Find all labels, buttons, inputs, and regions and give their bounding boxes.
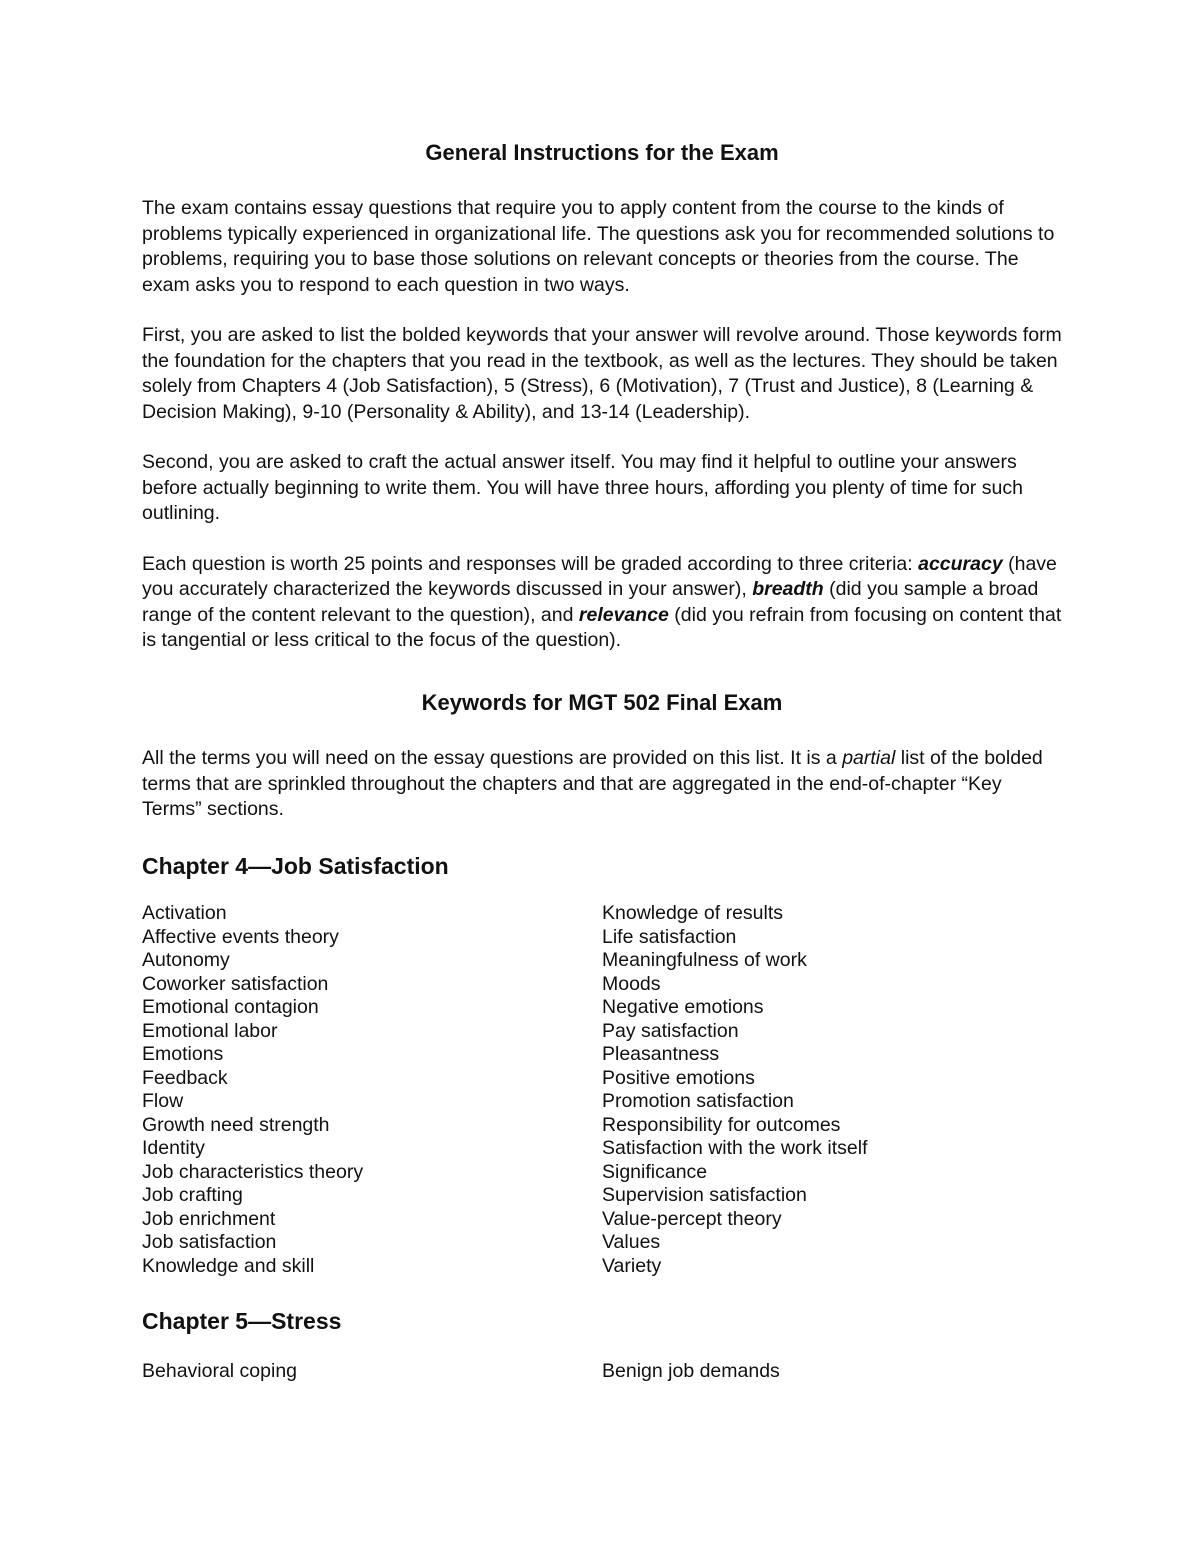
term: Feedback: [142, 1066, 228, 1089]
chapter-4-right-column: [602, 902, 1062, 1278]
term: Affective events theory: [142, 925, 339, 948]
general-instructions-heading: General Instructions for the Exam: [425, 140, 779, 165]
term: Job enrichment: [142, 1207, 276, 1230]
chapter-5-right-column: [602, 1360, 1062, 1384]
chapter-4-heading: Chapter 4—Job Satisfaction: [142, 852, 449, 879]
term: Activation: [142, 902, 227, 925]
term: Pleasantness: [602, 1043, 720, 1066]
criterion-breadth-desc: (did you sample a broad range of the content relevant to the question), and: [142, 578, 1039, 626]
chapter-4-left-column: [142, 902, 602, 1278]
criterion-relevance-desc: (did you refrain from focusing on content that is tangential or less critical to the focus of the question).: [142, 603, 1062, 652]
term: Moods: [602, 972, 661, 995]
instructions-paragraph-1: The exam contains essay questions that require you to apply content from the course to the kinds of problems typically experienced in organizational life. The questions ask you for recommended solutions to problems, requiring you to base those solutions on relevant concepts or theories from the course. The exam asks you to respond to each question in two ways.: [142, 197, 1055, 296]
term: Emotional labor: [142, 1019, 278, 1042]
term: Knowledge and skill: [142, 1254, 315, 1277]
criterion-breadth: breadth: [752, 578, 824, 601]
chapter-5-left-column: [142, 1360, 602, 1384]
term: Pay satisfaction: [602, 1019, 739, 1042]
term: Significance: [602, 1160, 708, 1183]
criterion-relevance: relevance: [578, 603, 669, 626]
keywords-intro-a: All the terms you will need on the essay questions are provided on this list. It is a: [142, 747, 843, 770]
keywords-heading: Keywords for MGT 502 Final Exam: [421, 689, 783, 715]
keywords-intro-partial: partial: [842, 747, 896, 770]
term: Identity: [142, 1137, 205, 1160]
term: Job characteristics theory: [142, 1160, 364, 1183]
term: Positive emotions: [602, 1066, 755, 1089]
criteria-intro: Each question is worth 25 points and responses will be graded according to three criteria:: [142, 552, 919, 575]
term: Meaningfulness of work: [602, 949, 807, 972]
term: Behavioral coping: [142, 1359, 298, 1382]
term: Knowledge of results: [602, 902, 784, 925]
term: Responsibility for outcomes: [602, 1113, 841, 1136]
term: Growth need strength: [142, 1113, 330, 1136]
term: Job crafting: [142, 1184, 243, 1207]
chapter-4-terms: [142, 902, 1062, 1278]
term: Variety: [602, 1254, 662, 1277]
chapter-5-terms: [142, 1360, 1062, 1384]
term: Values: [602, 1231, 661, 1254]
chapter-5-heading: Chapter 5—Stress: [142, 1308, 342, 1335]
term: Flow: [142, 1090, 184, 1113]
keywords-intro: [142, 746, 1062, 823]
instructions-paragraph-4: [142, 552, 1062, 654]
term: Job satisfaction: [142, 1231, 277, 1254]
term: Satisfaction with the work itself: [602, 1137, 868, 1160]
term: Emotional contagion: [142, 996, 319, 1019]
keywords-intro-b: list of the bolded terms that are sprinkled throughout the chapters and that are aggregated in the end-of-chapter “Key Terms” sections.: [142, 747, 1043, 821]
instructions-paragraph-2: First, you are asked to list the bolded keywords that your answer will revolve around. Those keywords form the foundation for the chapters that you read in the textbook, as well as the lectures. They should be taken solely from Chapters 4 (Job Satisfaction), 5 (Stress), 6 (Motivation), 7 (Trust and Justice), 8 (Learning & Decision Making), 9-10 (Personality & Ability), and 13-14 (Leadership).: [142, 324, 1062, 423]
term: Supervision satisfaction: [602, 1184, 807, 1207]
term: Promotion satisfaction: [602, 1090, 794, 1113]
term: Benign job demands: [602, 1359, 780, 1382]
term: Negative emotions: [602, 996, 764, 1019]
term: Life satisfaction: [602, 925, 737, 948]
term: Autonomy: [142, 949, 230, 972]
instructions-paragraph-3: Second, you are asked to craft the actual answer itself. You may find it helpful to outline your answers before actually beginning to write them. You will have three hours, affording you plenty of time for such outlining.: [142, 451, 1023, 525]
document-page: [142, 140, 1062, 1383]
term: Value-percept theory: [602, 1207, 782, 1230]
term: Emotions: [142, 1043, 224, 1066]
criterion-accuracy-desc: (have you accurately characterized the keywords discussed in your answer),: [142, 552, 1057, 601]
term: Coworker satisfaction: [142, 972, 329, 995]
criterion-accuracy: accuracy: [918, 552, 1003, 575]
